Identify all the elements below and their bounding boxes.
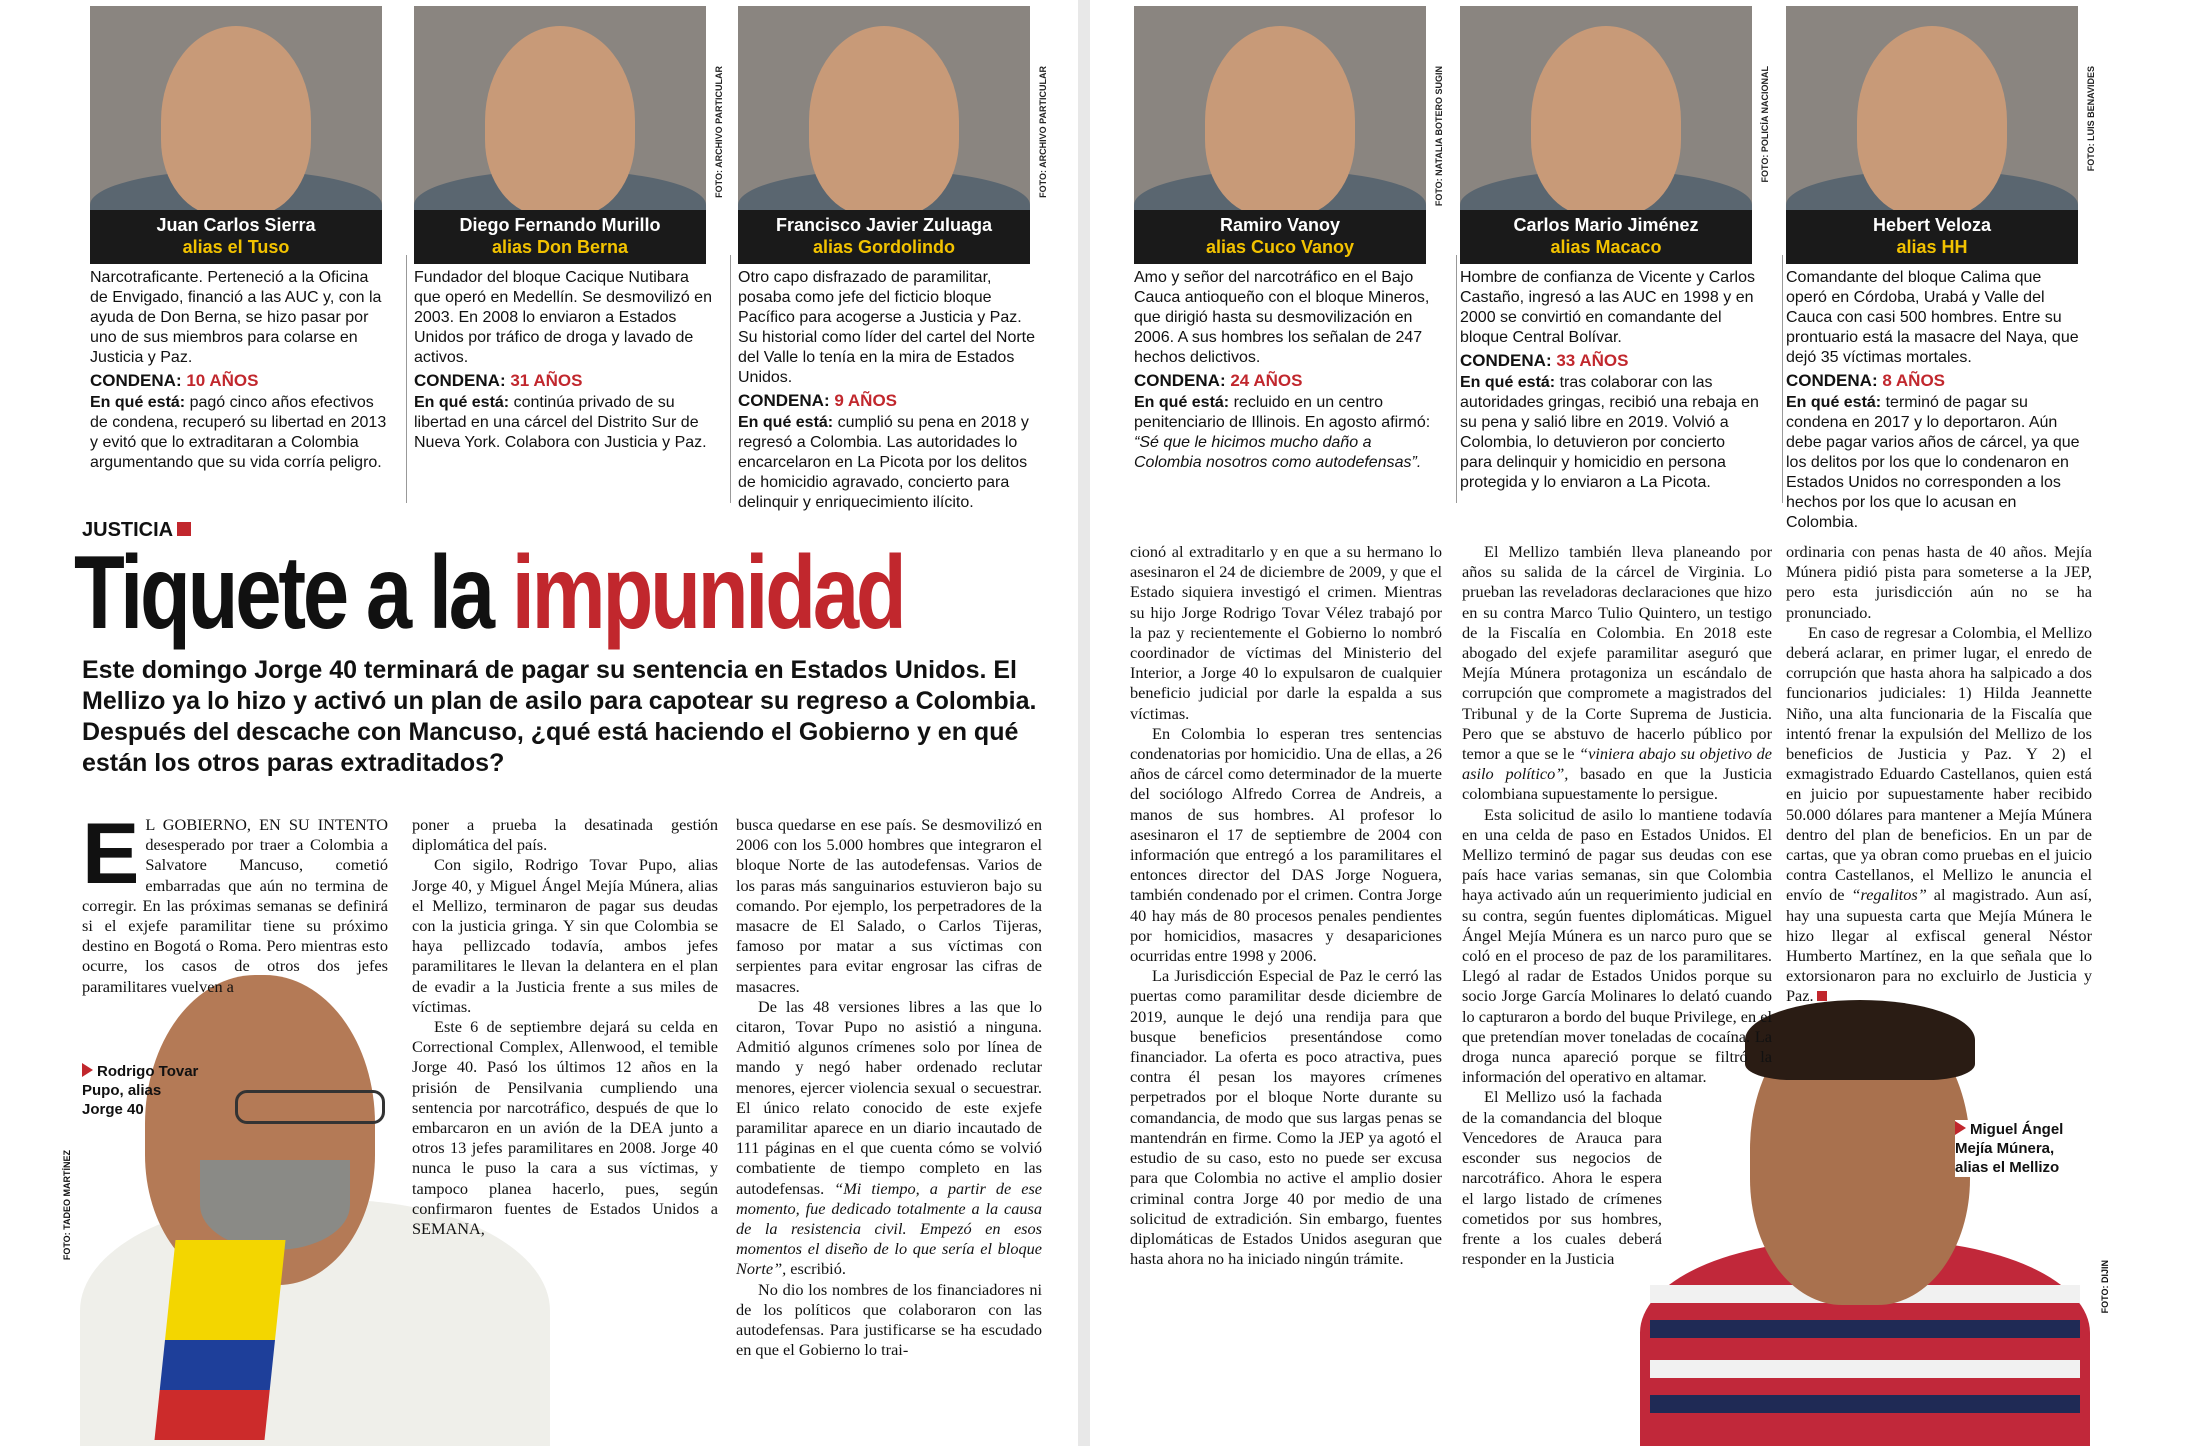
- profile-namebar: [90, 210, 382, 264]
- caption-triangle-icon: [1955, 1121, 1966, 1135]
- profile-description: Amo y señor del narcotráfico en el Bajo Cauca antioqueño con el bloque Mineros, que dirigió hasta su desmovilización en 2006. A sus hombres los señalan de 247 hechos delictivos. CONDENA: 24 AÑOS En qué está: recluido en un centro penitenciario de Illinois. En agosto afirmó: “Sé que le hicimos mucho daño a Colombia nosotros como autodefensas”.: [1134, 268, 1434, 473]
- section-kicker: JUSTICIA: [82, 519, 191, 542]
- profile-alias: alias el Tuso: [182, 237, 290, 257]
- photo-credit: FOTO: NATALIA BOTERO SUGIN: [1434, 66, 1444, 207]
- divider: [1782, 255, 1783, 503]
- headline-black: Tiquete a la: [74, 535, 492, 651]
- deck: Este domingo Jorge 40 terminará de pagar su sentencia en Estados Unidos. El Mellizo ya lo hizo y activó un plan de asilo para capotear su regreso a Colombia. Después del descache con Mancuso, ¿qué está haciendo el Gobierno y en qué están los otros paras extraditados?: [82, 656, 1037, 777]
- kicker-square: [177, 522, 191, 536]
- photo-credit: FOTO: ARCHIVO PARTICULAR: [1038, 66, 1048, 198]
- profile-name: Hebert Veloza: [1872, 215, 1992, 235]
- profile-card: [1122, 6, 1444, 506]
- profile-description: Comandante del bloque Calima que operó en Córdoba, Urabá y Valle del Cauca con casi 500 hombres. Entre su prontuario está la masacre del Naya, que dejó 35 víctimas mortales. CONDENA: 8 AÑOS En qué está: terminó de pagar su condena en 2017 y lo deportaron. Aún debe pagar varios años de cárcel, ya que los delitos por los que lo condenaron en Estados Unidos no corresponden a los hechos por los que lo acusan en Colombia.: [1786, 268, 2086, 533]
- profile-photo: [738, 6, 1030, 210]
- caption-mellizo: Miguel Ángel Mejía Múnera, alias el Mellizo: [1955, 1120, 2085, 1177]
- profile-description: Narcotraficante. Perteneció a la Oficina de Envigado, financió a las AUC y, con la ayuda de Don Berna, se hizo pasar por uno de sus miembros para colarse en Justicia y Paz. CONDENA: 10 AÑOS En qué está: pagó cinco años efectivos de condena, recuperó su libertad en 2013 y evitó que lo extraditaran a Colombia argumentando que su vida corría peligro.: [90, 268, 390, 473]
- profile-alias: alias Gordolindo: [812, 237, 955, 257]
- photo-face: [809, 26, 959, 210]
- current-status: En qué está: terminó de pagar su condena en 2017 y lo deportaron. Aún debe pagar varios años de cárcel, ya que los delitos por los que lo condenaron en Estados Unidos no corresponden a los hechos por los que lo acusan en Colombia.: [1786, 394, 2080, 531]
- photo-credit: FOTO: POLICÍA NACIONAL: [1760, 66, 1770, 183]
- photo-jorge40-beard: [200, 1160, 350, 1250]
- profile-namebar: [1460, 210, 1752, 264]
- colombia-flag: [154, 1240, 285, 1440]
- profile-card: [402, 6, 724, 506]
- sentence-years: 33 AÑOS: [1556, 351, 1629, 370]
- current-status: En qué está: recluido en un centro penitenciario de Illinois. En agosto afirmó: “Sé que le hicimos mucho daño a Colombia nosotros como autodefensas”.: [1134, 394, 1431, 471]
- photo-face: [1531, 26, 1681, 210]
- profile-name: Francisco Javier Zuluaga: [775, 215, 993, 235]
- profile-photo: [414, 6, 706, 210]
- profile-name: Carlos Mario Jiménez: [1513, 215, 1699, 235]
- profile-name: Juan Carlos Sierra: [156, 215, 316, 235]
- article-column-4: cionó al extraditarlo y en que a su hermano lo asesinaron el 24 de diciembre de 2009, y que el Estado siquiera investigó el crimen. Mientras su hijo Jorge Rodrigo Tovar Vélez trabajó por la paz y recientemente el Gobierno lo nombró coordinador de víctimas del Ministerio del Interior, a Jorge 40 lo expulsaron de cualquier beneficio judicial por darle la espalda a sus víctimas. En Colombia lo esperan tres sentencias condenatorias por homicidio. Una de ellas, a 26 años de cárcel como determinador de la muerte del sociólogo Alfredo Correa de Andreis, a manos de sus hombres. Al profesor lo asesinaron el 17 de septiembre de 2004 con información que entregó a los paramilitares el entonces director del DAS Jorge Noguera, también condenado por el crimen. Contra Jorge 40 hay más de 80 procesos penales pendientes por homicidios, masacres y desapariciones ocurridas entre 1998 y 2006. La Jurisdicción Especial de Paz le cerró las puertas como paramilitar desde diciembre de 2019, aunque le dejó una rendija para que busque beneficios presentándose como financiador. La oferta es poco atractiva, pues contra él pesan los mayores crímenes perpetrados por el bloque Norte durante su comandancia, de modo que sus largas penas se mantendrán en firme. Como la JEP ya agotó el estudio de su caso, esto no puede ser excusa para que Colombia no active el amplio dosier criminal contra Jorge 40 por medio de una solicitud de extradición. Sin embargo, fuentes diplomáticas de Estados Unidos aseguran que hasta ahora no ha iniciado ningún trámite.: [1130, 542, 1442, 1269]
- photo-face: [161, 26, 311, 210]
- headline-red: impunidad: [511, 535, 904, 651]
- profile-name: Ramiro Vanoy: [1219, 215, 1341, 235]
- article-column-3: busca quedarse en ese país. Se desmovilizó en 2006 con los 5.000 hombres que integraron el bloque Norte de las autodefensas. Varios de los paras más sanguinarios estuvieron bajo su comando. Por ejemplo, los perpetradores de la masacre de El Salado, o Carlos Tijeras, famoso por matar a sus víctimas con serpientes para evitar engrosar las cifras de masacres. De las 48 versiones libres a las que lo citaron, Tovar Pupo no asistió a ninguna. Admitió algunos crímenes solo por línea de mando y negó haber ordenado reclutar menores, ejercer violencia sexual o secuestrar. El único relato conocido de este exjefe paramilitar aparece en un diario incautado de 111 páginas en el que cuenta cómo se volvió combatiente de tiempo completo en las autodefensas. “Mi tiempo, a partir de ese momento, fue dedicado totalmente a la causa de la resistencia civil. Empezó en esos momentos el diseño de lo que sería el bloque Norte”, escribió. No dio los nombres de los financiadores ni de los políticos que colaboraron con las autodefensas. Para justificarse se ha escudado en que el Gobierno lo trai-: [736, 815, 1043, 1360]
- profile-description: Otro capo disfrazado de paramilitar, posaba como jefe del ficticio bloque Pacífico para acogerse a Justicia y Paz. Su historial como líder del cartel del Norte del Valle lo tenía en la mira de Estados Unidos. CONDENA: 9 AÑOS En qué está: cumplió su pena en 2018 y regresó a Colombia. Las autoridades lo encarcelaron en La Picota por los delitos de homicidio agravado, concierto para delinquir y enriquecimiento ilícito.: [738, 268, 1038, 513]
- profile-card: [726, 6, 1048, 511]
- profile-alias: alias HH: [1896, 237, 1968, 257]
- divider: [730, 255, 731, 503]
- end-mark: [1817, 991, 1827, 1001]
- caption-jorge40: Rodrigo Tovar Pupo, alias Jorge 40: [82, 1063, 199, 1118]
- profile-namebar: [414, 210, 706, 264]
- headline: [74, 535, 904, 651]
- divider: [406, 255, 407, 503]
- photo-credit: FOTO: DIJIN: [2100, 1260, 2110, 1314]
- profile-alias: alias Cuco Vanoy: [1205, 237, 1355, 257]
- profile-alias: alias Macaco: [1550, 237, 1662, 257]
- profile-card: [1774, 6, 2096, 531]
- profile-photo: [1460, 6, 1752, 210]
- shirt-stripe: [1650, 1395, 2080, 1413]
- profile-photo: [1786, 6, 2078, 210]
- profile-namebar: [1134, 210, 1426, 264]
- article-column-2: poner a prueba la desatinada gestión diplomática del país. Con sigilo, Rodrigo Tovar Pupo, alias Jorge 40, y Miguel Ángel Mejía Múnera, alias el Mellizo, terminaron de pagar sus deudas con la justicia gringa. Y sin que Colombia se haya pellizcado todavía, ambos jefes paramilitares le llevan la delantera en el plan de evadir a la Justicia frente a sus miles de víctimas. Este 6 de septiembre dejará su celda en Correctional Complex, Allenwood, el temible Jorge 40. Pasó los últimos 12 años en la prisión de Pensilvania cumpliendo una sentencia por narcotráfico, después de que lo embarcaron en un avión de la DEA junto a otros 13 jefes paramilitares en 2008. Jorge 40 nunca le puso la cara a sus víctimas, y tampoco planea hacerlo, pues, según confirmaron fuentes de Estados Unidos a SEMANA,: [412, 815, 718, 1239]
- photo-credit: FOTO: LUIS BENAVIDES: [2086, 66, 2096, 172]
- article-column-1: E L GOBIERNO, EN SU INTENTO desesperado por traer a Colombia a Salvatore Mancuso, cometió embarradas que aún no termina de corregir. En las próximas semanas se definirá si el exjefe paramilitar tiene su próximo destino en Bogotá o Roma. Pero mientras esto ocurre, los casos de otros dos jefes paramilitares vuelven a: [82, 806, 388, 996]
- photo-credit: FOTO: TADEO MARTÍNEZ: [62, 1150, 72, 1261]
- photo-jorge40-glasses: [235, 1090, 385, 1124]
- current-status: En qué está: continúa privado de su libertad en una cárcel del Distrito Sur de Nueva York. Colabora con Justicia y Paz.: [414, 394, 707, 451]
- current-status: En qué está: pagó cinco años efectivos de condena, recuperó su libertad en 2013 y evitó que lo extraditaran a Colombia argumentando que su vida corría peligro.: [90, 394, 387, 471]
- sentence-years: 9 AÑOS: [834, 391, 898, 410]
- profile-alias: alias Don Berna: [491, 237, 629, 257]
- profile-namebar: [738, 210, 1030, 264]
- current-status: En qué está: tras colaborar con las autoridades gringas, recibió una rebaja en su pena y salió libre en 2019. Volvió a Colombia, lo detuvieron por concierto para delinquir y homicidio en persona protegida y lo enviaron a La Picota.: [1460, 374, 1759, 491]
- sentence: CONDENA: 9 AÑOS: [738, 391, 898, 410]
- photo-face: [485, 26, 635, 210]
- profile-namebar: [1786, 210, 2078, 264]
- sentence-years: 31 AÑOS: [510, 371, 583, 390]
- profile-description: Hombre de confianza de Vicente y Carlos Castaño, ingresó a las AUC en 1998 y en 2000 se convirtió en comandante del bloque Central Bolívar. CONDENA: 33 AÑOS En qué está: tras colaborar con las autoridades gringas, recibió una rebaja en su pena y salió libre en 2019. Volvió a Colombia, lo detuvieron por concierto para delinquir y homicidio en persona protegida y lo enviaron a La Picota.: [1460, 269, 1759, 491]
- photo-face: [1857, 26, 2007, 210]
- sentence: CONDENA: 33 AÑOS: [1460, 351, 1629, 370]
- dropcap: E: [82, 806, 140, 902]
- page-gutter: [1078, 0, 1090, 1446]
- profile-photo: [1134, 6, 1426, 210]
- current-status: En qué está: cumplió su pena en 2018 y regresó a Colombia. Las autoridades lo encarcelaron en La Picota por los delitos de homicidio agravado, concierto para delinquir y enriquecimiento ilícito.: [738, 414, 1029, 511]
- sentence: CONDENA: 31 AÑOS: [414, 371, 583, 390]
- photo-mellizo-hair: [1745, 1000, 1975, 1080]
- caption-triangle-icon: [82, 1063, 93, 1077]
- photo-credit: FOTO: ARCHIVO PARTICULAR: [714, 66, 724, 198]
- profile-card: [1448, 6, 1770, 506]
- profile-photo: [90, 6, 382, 210]
- profile-name: Diego Fernando Murillo: [459, 215, 661, 235]
- sentence-years: 24 AÑOS: [1230, 371, 1303, 390]
- article-column-6: ordinaria con penas hasta de 40 años. Mejía Múnera pidió pista para someterse a la JEP, pero esta jurisdicción aún no se ha pronunciado. En caso de regresar a Colombia, el Mellizo deberá aclarar, en primer lugar, el enredo de corrupción que hasta ahora ha salpicado a dos funcionarios judiciales: 1) Hilda Jeannette Niño, una alta funcionaria de la Fiscalía que intentó frenar la expulsión del Mellizo de los beneficios de Justicia y Paz. Y 2) el exmagistrado Eduardo Castellanos, quien está en juicio por supuestamente haber recibido 50.000 dólares para mantener a Mejía Múnera dentro del plan de beneficios. En un par de cartas, que ya obran como pruebas en el juicio contra Castellanos, el Mellizo le anuncia el envío de “regalitos” al magistrado. Aun así, hay una supuesta carta que Mejía Múnera le hizo llegar al exfiscal general Néstor Humberto Martínez, en la que señala que lo extorsionaron para no excluirlo de Justicia y Paz.: [1786, 542, 2092, 1006]
- sentence-years: 10 AÑOS: [186, 371, 259, 390]
- article-column-5-body: El Mellizo también lleva planeando por años su salida de la cárcel de Virginia. Lo prueban las reveladoras declaraciones que hizo en su contra Marco Tulio Quintero, un testigo de la Fiscalía en Colombia. En 2018 este abogado del exjefe paramilitar aseguró que Mejía Múnera protagoniza un escándalo de corrupción que compromete a magistrados del Tribunal y de la Corte Suprema de Justicia. Pero que se abstuvo de hacerlo público por temor a que se le “viniera abajo su objetivo de asilo político”, basado en que la Justicia colombiana supuestamente lo persigue. Esta solicitud de asilo lo mantiene todavía en una celda de paso en Estados Unidos. El Mellizo terminó de pagar sus deudas con ese país hace varias semanas, sin que Colombia haya activado aún un requerimiento judicial en su contra, según fuentes diplomáticas. Miguel Ángel Mejía Múnera es un narco puro que se coló en el proceso de paz de los paramilitares. Llegó al radar de Estados Unidos porque su socio Jorge García Molinares lo delató cuando lo capturaron a bordo del buque Privilege, en el que pretendían mover toneladas de cocaína. La droga nunca apareció porque se filtró la información del operativo en altamar. El Mellizo usó la fachada de la comandancia del bloque Vencedores de Arauca para esconder sus negocios de narcotráfico. Ahora le espera el largo listado de crímenes cometidos por sus hombres, frente a los cuales deberá responder en la Justicia: [1462, 542, 1772, 1269]
- sentence: CONDENA: 24 AÑOS: [1134, 371, 1303, 390]
- profile-description: Fundador del bloque Cacique Nutibara que operó en Medellín. Se desmovilizó en 2003. En 2008 lo enviaron a Estados Unidos por tráfico de droga y lavado de activos. CONDENA: 31 AÑOS En qué está: continúa privado de su libertad en una cárcel del Distrito Sur de Nueva York. Colabora con Justicia y Paz.: [414, 268, 714, 453]
- shirt-stripe: [1650, 1360, 2080, 1378]
- divider: [1456, 255, 1457, 503]
- sentence: CONDENA: 10 AÑOS: [90, 371, 259, 390]
- sentence-years: 8 AÑOS: [1882, 371, 1946, 390]
- sentence: CONDENA: 8 AÑOS: [1786, 371, 1946, 390]
- photo-face: [1205, 26, 1355, 210]
- profile-card: [78, 6, 396, 506]
- shirt-stripe: [1650, 1320, 2080, 1338]
